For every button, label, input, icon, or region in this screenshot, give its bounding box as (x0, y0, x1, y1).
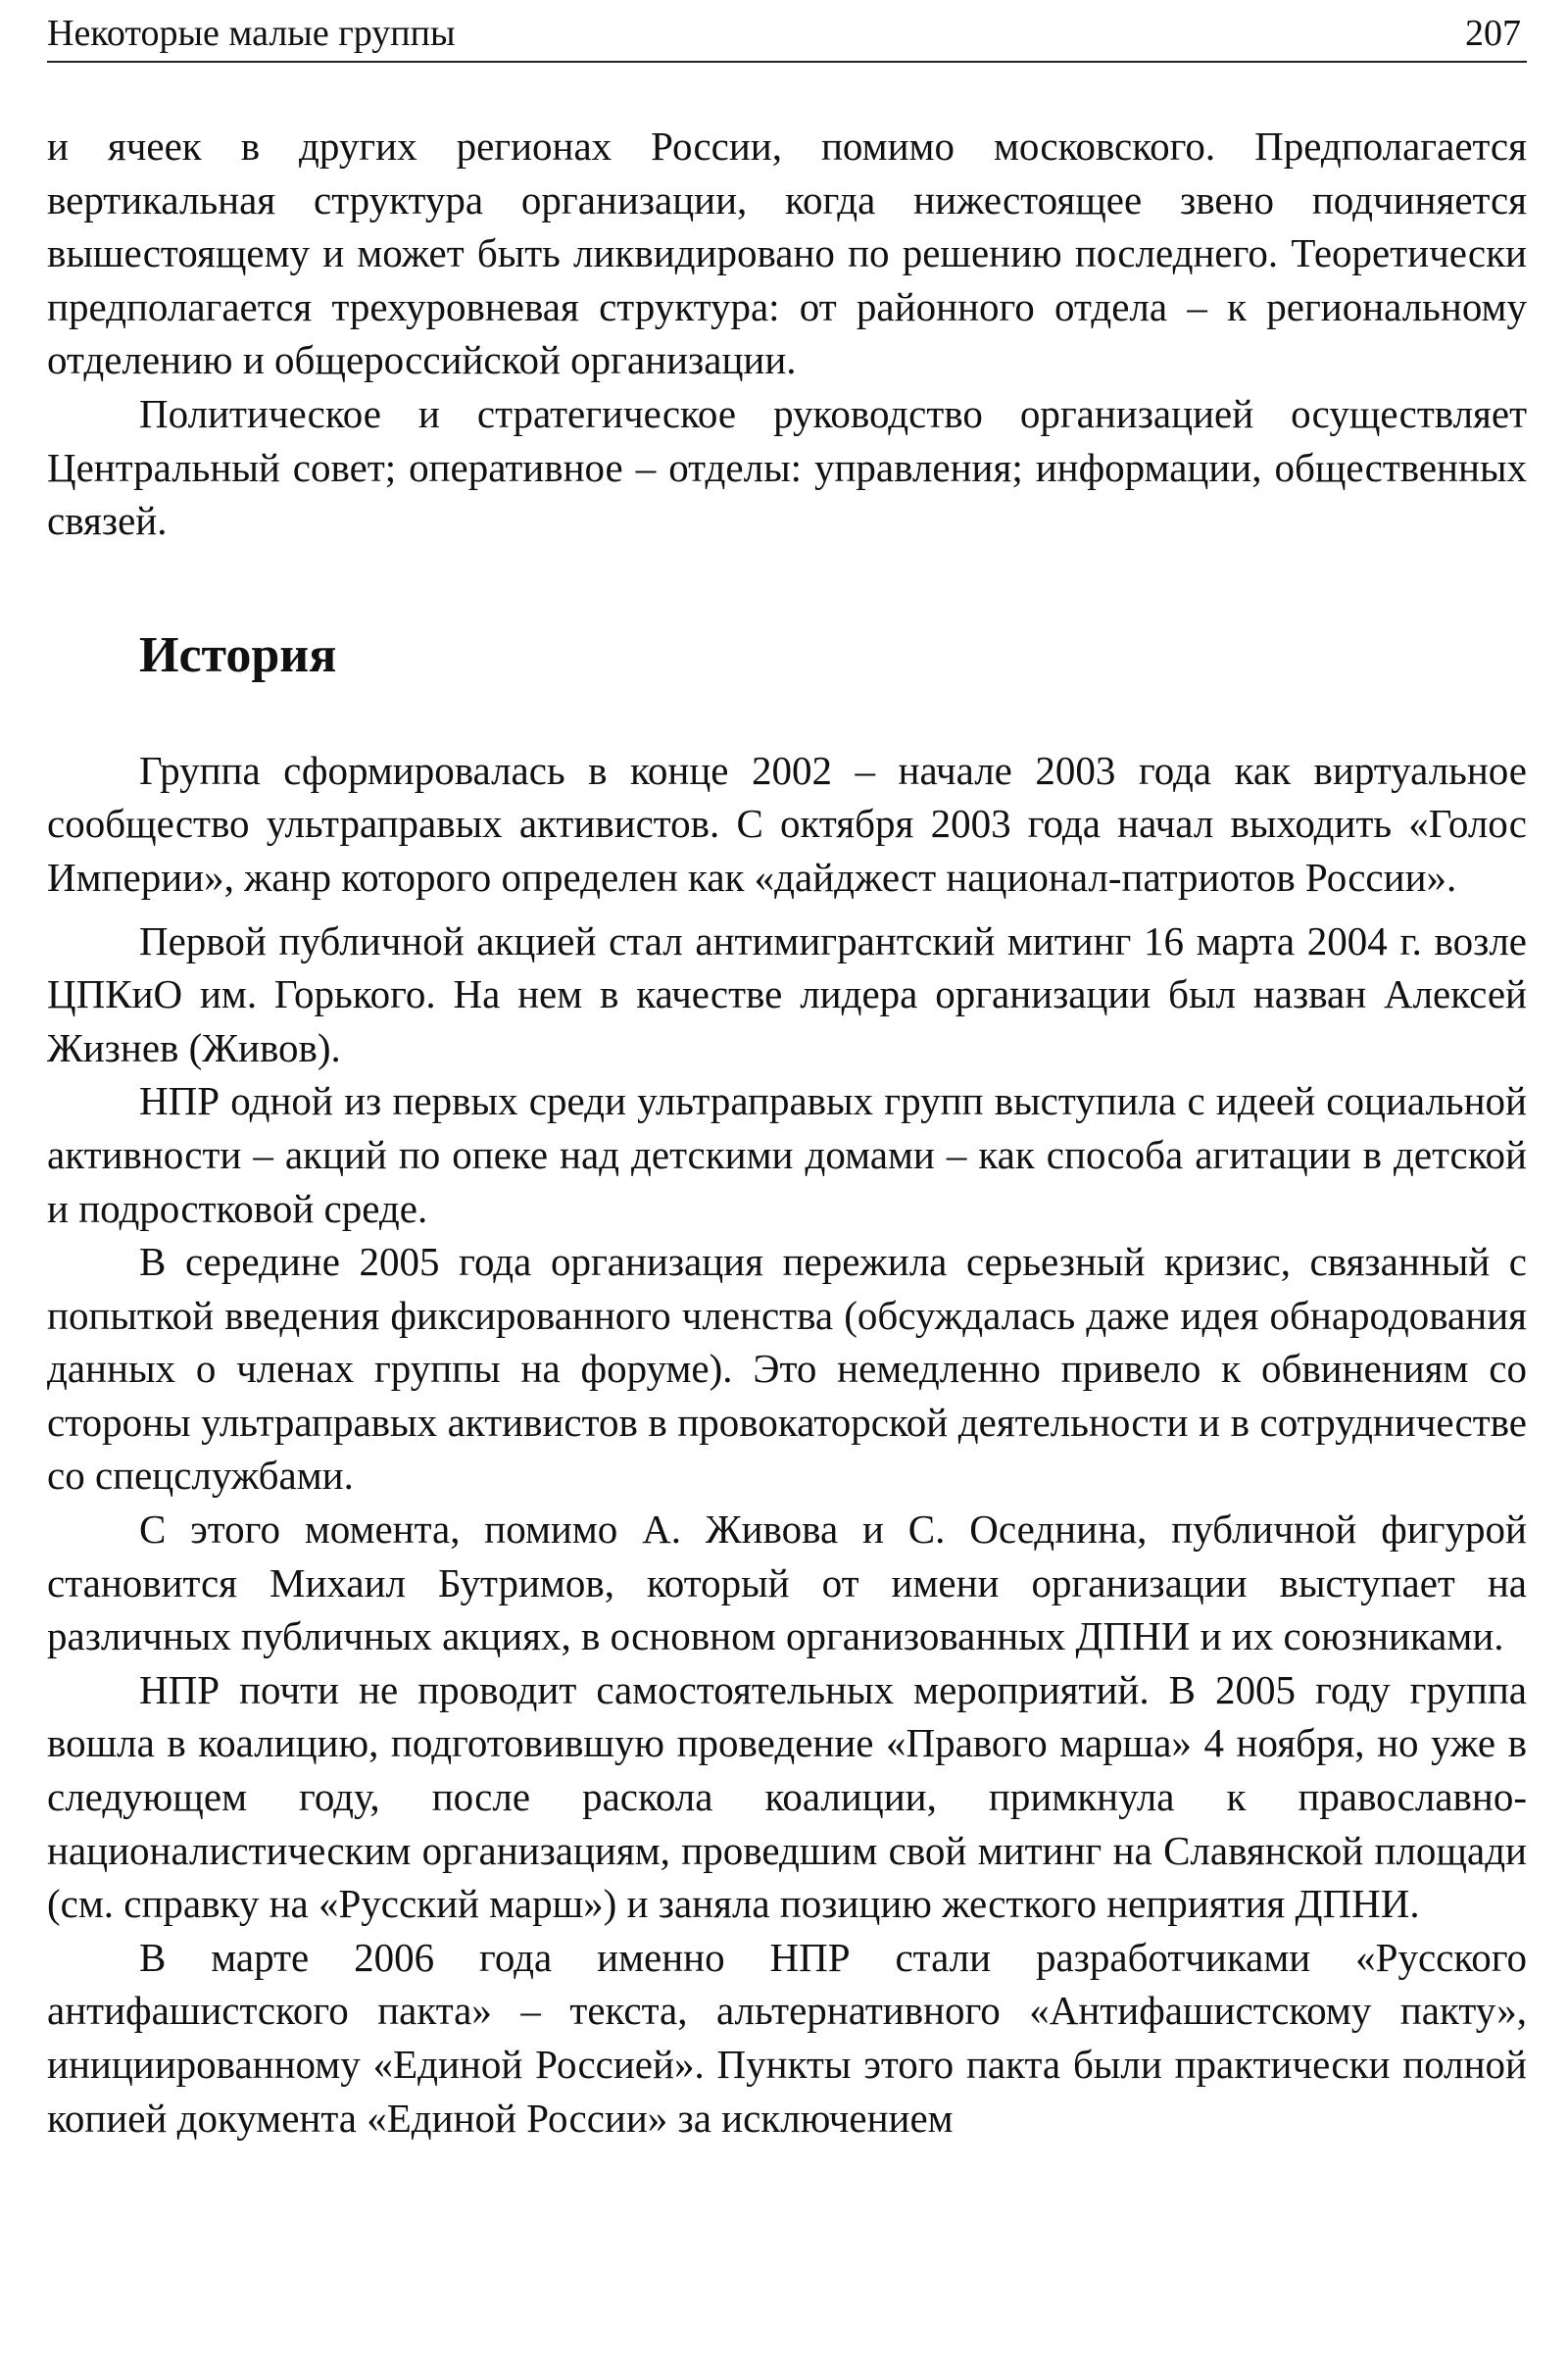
paragraph-formation: Группа сформировалась в конце 2002 – начале 2003 года как виртуальное сообщество ультраправых активистов. С октября 2003 года начал выходить «Голос Империи», жанр которого определен как «дайджест национал-патриотов России». (47, 747, 1527, 900)
running-head (47, 6, 1527, 63)
paragraph-crisis: В середине 2005 года организация пережила серьезный кризис, связанный с попыткой введения фиксированного членства (обсуждалась даже идея обнародования данных о членах группы на форуме). Это немедленно привело к обвинениям со стороны ультраправых активистов в провокаторской деятельности и в сотрудничестве со спецслужбами. (47, 1239, 1527, 1499)
book-page (47, 0, 1527, 2370)
paragraph-public-figure: С этого момента, помимо А. Живова и С. Оседнина, публичной фигурой становится Михаил Бутримов, который от имени организации выступает на различных публичных акциях, в основном организованных ДПНИ и их союзниками. (47, 1506, 1527, 1659)
paragraph-social-activity: НПР одной из первых среди ультраправых групп выступила с идеей социальной активности – акций по опеке над детскими домами – как способа агитации в детской и подростковой среде. (47, 1078, 1527, 1231)
paragraph-leadership: Политическое и стратегическое руководство организацией осуществляет Центральный совет; оперативное – отделы: управления; информации, общественных связей. (47, 390, 1527, 544)
paragraph-coalition: НПР почти не проводит самостоятельных мероприятий. В 2005 году группа вошла в коалицию, подготовившую проведение «Правого марша» 4 ноября, но уже в следующем году, после раскола коалиции, примкнула к православно-националистическим организациям, проведшим свой митинг на Славянской площади (см. справку на «Русский марш») и заняла позицию жесткого неприятия ДПНИ. (47, 1666, 1527, 1927)
body-text (47, 120, 1527, 2145)
paragraph-antifascist-pact: В марте 2006 года именно НПР стали разработчиками «Русского антифашистского пакта» – текста, альтернативного «Антифашистскому пакту», инициированному «Единой Россией». Пункты этого пакта были практически полной копией документа «Единой России» за исключением (47, 1934, 1527, 2141)
page-number: 207 (1465, 13, 1521, 54)
paragraph-first-action: Первой публичной акцией стал антимигрантский митинг 16 марта 2004 г. возле ЦПКиО им. Горького. На нем в качестве лидера организации был назван Алексей Жизнев (Живов). (47, 917, 1527, 1070)
section-heading: История (139, 626, 337, 683)
paragraph-structure: и ячеек в других регионах России, помимо московского. Предполагается вертикальная структура организации, когда нижестоящее звено подчиняется вышестоящему и может быть ликвидировано по решению последнего. Теоретически предполагается трехуровневая структура: от районного отдела – к региональному отделению и общероссийской организации. (47, 123, 1527, 383)
running-title: Некоторые малые группы (47, 13, 456, 54)
